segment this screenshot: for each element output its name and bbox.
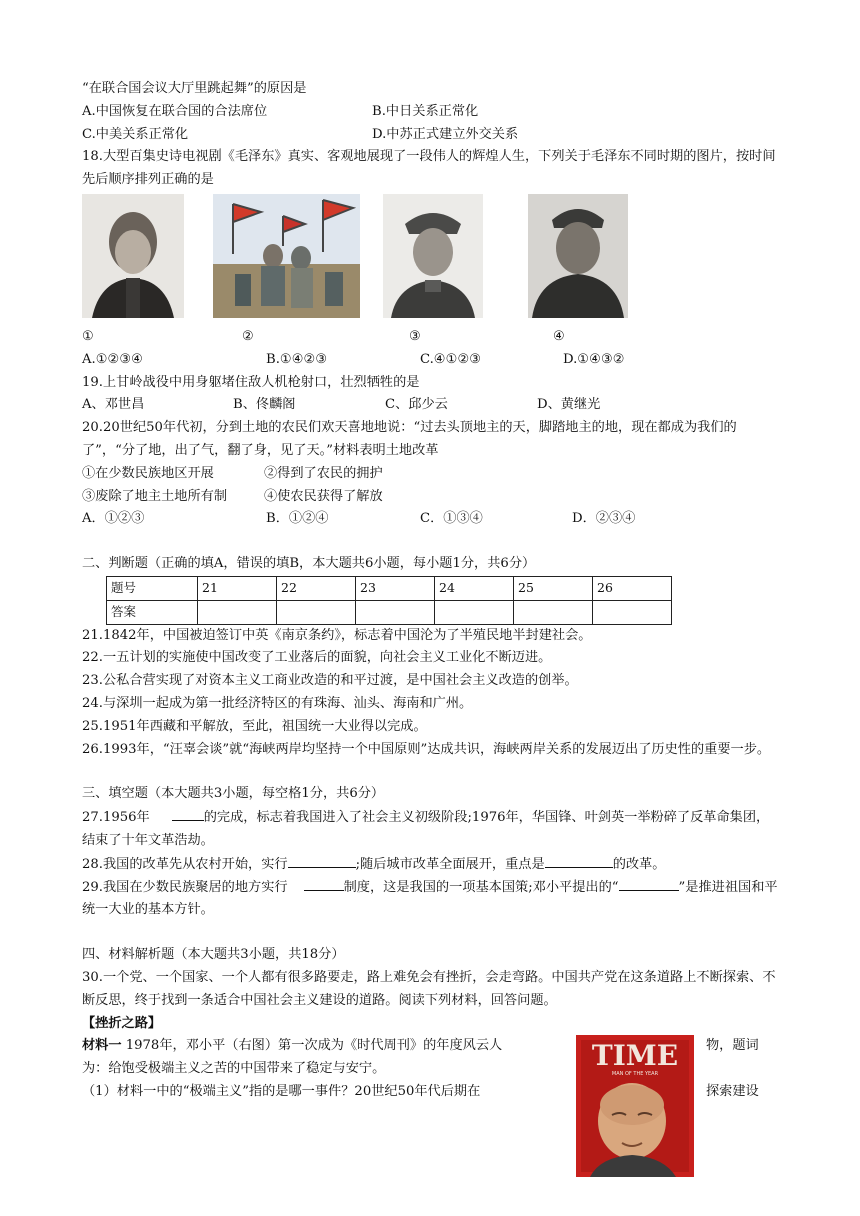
photo-label-3: ③ — [409, 328, 421, 344]
material1-block — [82, 1035, 782, 1103]
q28-blank-1[interactable] — [288, 853, 356, 868]
photo-label-2: ② — [242, 328, 254, 344]
q28-blank-2[interactable] — [545, 853, 613, 868]
material1-label: 材料一 — [82, 1038, 122, 1054]
section4-title: 四、材料解析题（本大题共3小题，共18分） — [82, 947, 345, 963]
material1-text-b: 物，题词 — [706, 1038, 759, 1054]
q19-option-c: C、邱少云 — [385, 397, 448, 413]
q30-stem: 30.一个党、一个国家、一个人都有很多路要走，路上难免会有挫折，会走弯路。中国共产党在这条道路上不断探索、不断反思，终于找到一条适合中国社会主义建设的道路。阅读下列材料，回答问题。 — [82, 969, 776, 1008]
judge-item-22: 22.一五计划的实施使中国改变了工业落后的面貌，向社会主义工业化不断迈进。 — [82, 650, 552, 666]
q20-option-c: C．①③④ — [420, 511, 483, 527]
q29-blank-2[interactable] — [619, 876, 679, 891]
answer-blank-cell[interactable] — [277, 600, 356, 624]
q28 — [82, 853, 782, 876]
mao-military-uniform-photo — [383, 194, 483, 318]
mao-later-years-photo — [528, 194, 628, 318]
q17-option-c: C.中美关系正常化 — [82, 126, 189, 142]
answer-table-cell: 答案 — [107, 600, 198, 624]
q20-statement-1: ①在少数民族地区开展 — [82, 465, 214, 481]
q30-1-text-b: 探索建设 — [706, 1083, 759, 1099]
photo-label-1: ① — [82, 328, 94, 344]
q29-text-a: 29.我国在少数民族聚居的地方实行 — [82, 879, 288, 895]
q18-photo-labels — [82, 326, 782, 349]
answer-blank-cell[interactable] — [435, 600, 514, 624]
q20-statements-row1 — [82, 463, 782, 486]
q20-stem: 20.20世纪50年代初，分到土地的农民们欢天喜地地说：“过去头顶地主的天，脚踏地主的地，现在都成为我们的了”，“分了地，出了气，翻了身，见了天。”材料表明土地改革 — [82, 420, 737, 458]
q20-statement-2: ②得到了农民的拥护 — [264, 465, 383, 481]
q29-text-b: 制度，这是我国的一项基本国策;邓小平提出的“ — [343, 879, 619, 895]
q30-subtitle: 【挫折之路】 — [82, 1015, 162, 1031]
q18-stem: 18.大型百集史诗电视剧《毛泽东》真实、客观地展现了一段伟人的辉煌人生，下列关于毛泽东不同时期的图片，按时间先后顺序排列正确的是 — [82, 149, 776, 188]
q17-options-row1 — [82, 101, 782, 124]
answer-blank-cell[interactable] — [356, 600, 435, 624]
q20-statement-3: ③废除了地主土地所有制 — [82, 488, 228, 504]
q18-option-b: B.①④②③ — [266, 351, 328, 367]
section2-title: 二、判断题（正确的填A，错误的填B，本大题共6小题，每小题1分，共6分） — [82, 556, 536, 572]
q29-text-c: ”是推进祖国和平统一大业的基本方针。 — [82, 879, 778, 918]
answer-table-cell: 26 — [593, 576, 672, 600]
time-magazine-cover-image — [576, 1035, 694, 1177]
q28-text-b: ;随后城市改革全面展开，重点是 — [355, 856, 545, 872]
q18-option-c: C.④①②③ — [420, 351, 482, 367]
q27-text-b: 的完成，标志着我国进入了社会主义初级阶段;1976年，华国锋、叶剑英一举粉碎了反革命集团，结束了十年文革浩劫。 — [82, 810, 770, 848]
q28-text-c: 的改革。 — [612, 856, 666, 872]
answer-table-cell: 22 — [277, 576, 356, 600]
photo-label-4: ④ — [553, 328, 565, 344]
q18-option-a: A.①②③④ — [82, 351, 144, 367]
q19-options — [82, 394, 782, 417]
answer-table-cell: 24 — [435, 576, 514, 600]
q27-blank[interactable] — [172, 806, 204, 821]
q19-stem: 19.上甘岭战役中用身躯堵住敌人机枪射口，壮烈牺牲的是 — [82, 374, 420, 390]
time-banner: MAN OF THE YEAR — [611, 1071, 659, 1078]
q20-option-a: A．①②③ — [82, 511, 145, 527]
q17-option-b: B.中日关系正常化 — [372, 103, 479, 119]
q20-options — [82, 508, 782, 531]
q30-1-text-a: （1）材料一中的“极端主义”指的是哪一事件？20世纪50年代后期在 — [82, 1083, 481, 1099]
answer-blank-cell[interactable] — [198, 600, 277, 624]
answer-table-cell: 21 — [198, 576, 277, 600]
judge-item-23: 23.公私合营实现了对资本主义工商业改造的和平过渡，是中国社会主义改造的创举。 — [82, 673, 578, 689]
q18-photos — [82, 194, 782, 326]
q20-statements-row2 — [82, 486, 782, 509]
material1-text-c: 为：给饱受极端主义之苦的中国带来了稳定与安宁。 — [82, 1061, 386, 1077]
answer-table-answer-row — [107, 600, 672, 624]
time-masthead: TIME — [591, 1039, 679, 1073]
q19-option-a: A、邓世昌 — [82, 397, 145, 413]
q17-option-a: A.中国恢复在联合国的合法席位 — [82, 103, 268, 119]
exam-page — [82, 78, 782, 1104]
judge-item-21: 21.1842年，中国被迫签订中英《南京条约》，标志着中国沦为了半殖民地半封建社会。 — [82, 627, 592, 643]
material1-text-a: 1978年，邓小平（右图）第一次成为《时代周刊》的年度风云人 — [121, 1038, 503, 1054]
q20-option-b: B．①②④ — [266, 511, 329, 527]
q27-text-a: 27.1956年 — [82, 810, 150, 826]
answer-blank-cell[interactable] — [514, 600, 593, 624]
answer-table-cell: 23 — [356, 576, 435, 600]
q29 — [82, 876, 782, 923]
q18-options — [82, 349, 782, 372]
answer-table — [106, 576, 672, 625]
mao-revolution-painting-photo — [213, 194, 360, 318]
answer-blank-cell[interactable] — [593, 600, 672, 624]
section3-title: 三、填空题（本大题共3小题，每空格1分，共6分） — [82, 786, 385, 802]
q17-stem-tail: “在联合国会议大厅里跳起舞”的原因是 — [82, 81, 307, 96]
answer-table-cell: 题号 — [107, 576, 198, 600]
q17-option-d: D.中苏正式建立外交关系 — [372, 126, 519, 142]
q29-blank-1[interactable] — [304, 876, 344, 891]
q28-text-a: 28.我国的改革先从农村开始，实行 — [82, 856, 288, 872]
answer-table-header-row — [107, 576, 672, 600]
judge-item-26: 26.1993年，“汪辜会谈”就“海峡两岸均坚持一个中国原则”达成共识，海峡两岸关系的发展迈出了历史性的重要一步。 — [82, 741, 771, 757]
q18-option-d: D.①④③② — [563, 351, 625, 367]
q20-option-d: D．②③④ — [572, 511, 636, 527]
judge-item-24: 24.与深圳一起成为第一批经济特区的有珠海、汕头、海南和广州。 — [82, 695, 473, 711]
judge-item-25: 25.1951年西藏和平解放，至此，祖国统一大业得以完成。 — [82, 718, 427, 734]
mao-young-portrait-photo — [82, 194, 184, 318]
answer-table-cell: 25 — [514, 576, 593, 600]
q19-option-b: B、佟麟阁 — [233, 397, 296, 413]
q17-options-row2 — [82, 124, 782, 147]
q19-option-d: D、黄继光 — [537, 397, 601, 413]
q27 — [82, 806, 782, 853]
q20-statement-4: ④使农民获得了解放 — [264, 488, 383, 504]
